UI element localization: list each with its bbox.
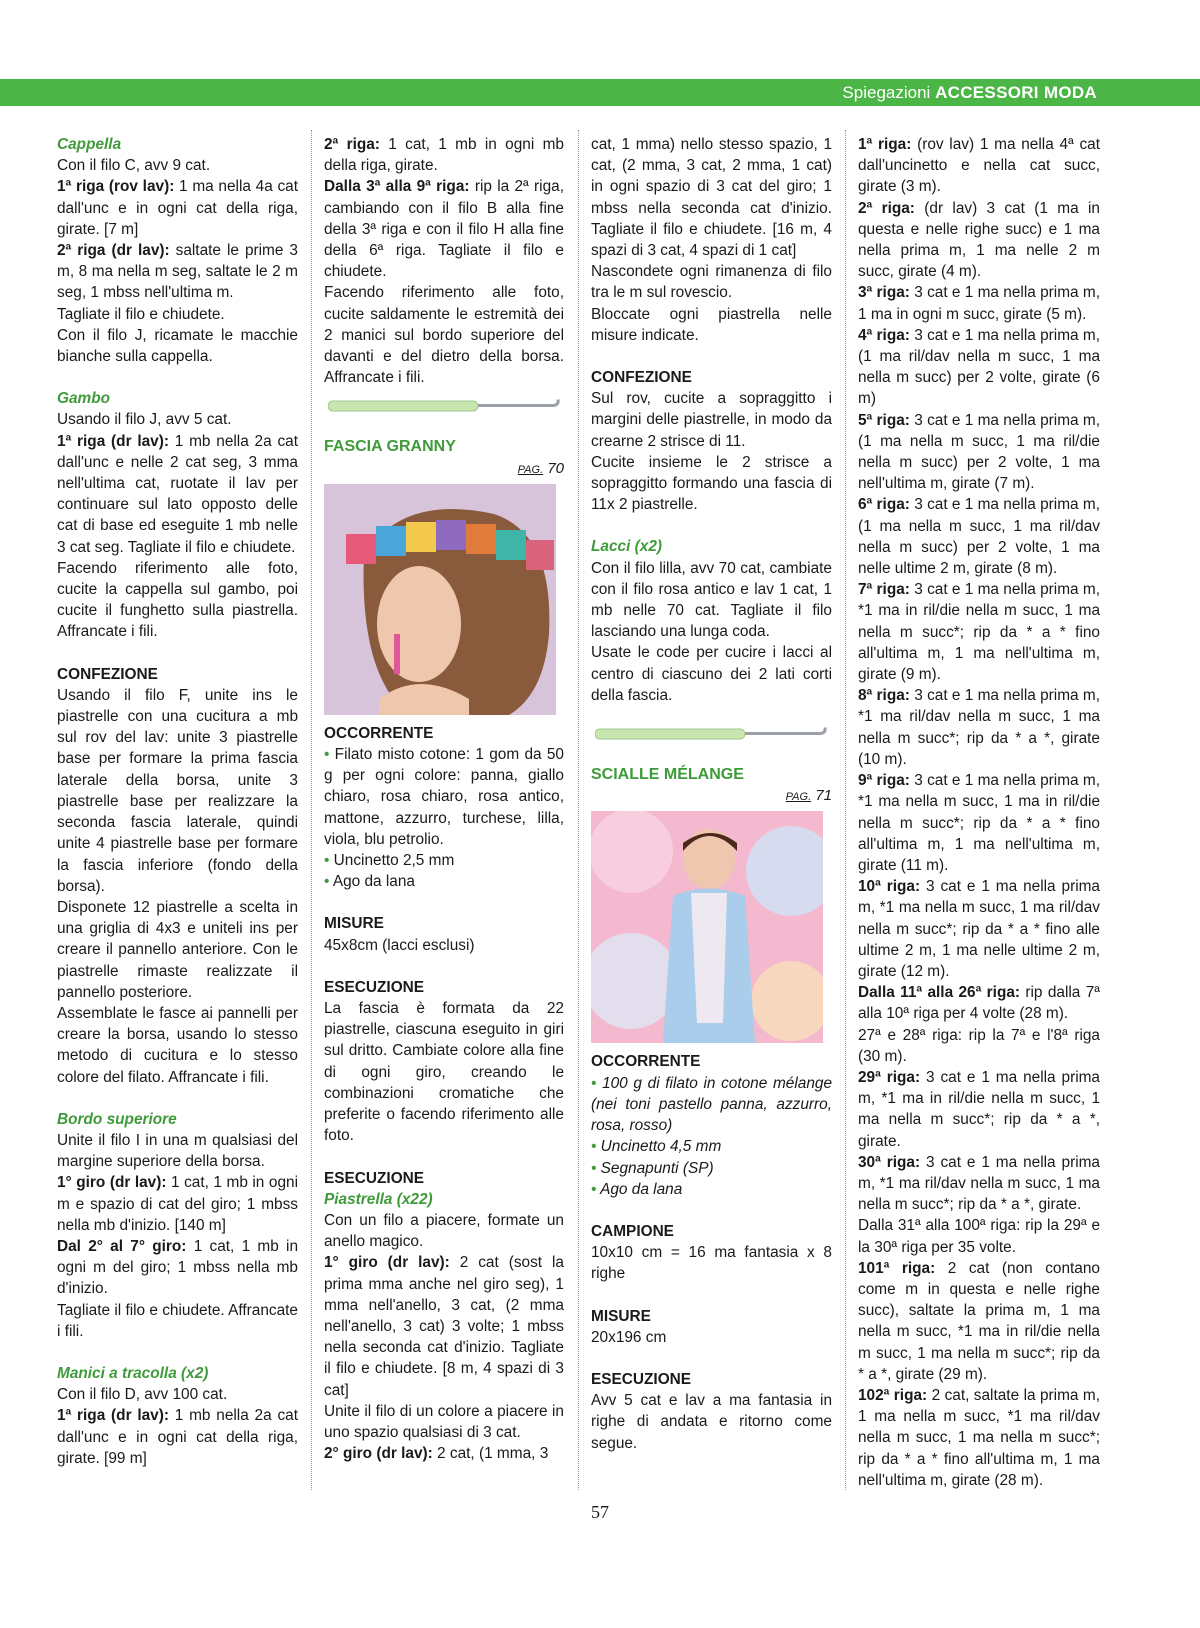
headband-photo: [324, 484, 556, 715]
paragraph: Dal 2° al 7° giro: 1 cat, 1 mb in ogni m del giro; 1 mbss nella mb d'inizio.: [57, 1237, 298, 1298]
paragraph: 2ª riga: 1 cat, 1 mb in ogni mb della riga, girate.: [324, 136, 564, 175]
list-item: • 100 g di filato in cotone mélange (nei toni pastello panna, azzurro, rosa, rosso): [591, 1074, 833, 1135]
instruction-row: 5ª riga: 3 cat e 1 ma nella prima m, (1 ma nella m succ, 1 ma ril/die nella m succ) per 2 volte, 1 ma nell'ultima m, girate (7 m).: [858, 411, 1100, 493]
column-2: [324, 134, 564, 1464]
paragraph: Assemblate le fasce ai pannelli per creare la borsa, usando lo stesso metodo di cucitura e lo stesso colore del filato. Affrancate i fili.: [57, 1004, 298, 1086]
list-item: • Uncinetto 4,5 mm: [591, 1138, 722, 1156]
section-heading: Bordo superiore: [57, 1110, 177, 1128]
paragraph: Facendo riferimento alle foto, cucite la cappella sul gambo, poi cucite il funghetto sulla piastrella. Affrancate i fili.: [57, 559, 298, 641]
paragraph: Usando il filo F, unite ins le piastrelle con una cucitura a mb sul rov del lav: unite 3 piastrelle base per formare la prima fascia laterale della borsa, unite 3 piastrelle base per realizzare la seconda fascia laterale, quindi unite 4 piastrelle base per formare la fascia inferiore (fondo della borsa).: [57, 686, 298, 895]
column-divider: [578, 130, 579, 1490]
instruction-row: 9ª riga: 3 cat e 1 ma nella prima m, *1 ma nella m succ, 1 ma in ril/die nella m succ*; rip da * a * fino all'ultima m, 1 ma nell'ultima m, girate (11 m).: [858, 772, 1100, 874]
instruction-row: 101ª riga: 2 cat (non contano come m in questa e nelle righe succ), saltate la prima m, 1 ma nella m succ, *1 ma in ril/die nella m succ, 1 ma nella m succ*; rip da * a *, girate (29 m).: [858, 1259, 1100, 1383]
paragraph: Con il filo C, avv 9 cat.: [57, 157, 211, 175]
page-reference: PAG. 71: [785, 787, 832, 805]
page-reference: PAG. 70: [517, 459, 564, 477]
section-heading: OCCORRENTE: [591, 1053, 701, 1071]
instruction-row: 1ª riga: (rov lav) 1 ma nella 4ª cat dall'uncinetto e nella cat succ, girate (3 m).: [858, 136, 1100, 196]
paragraph: Cucite insieme le 2 strisce a sopraggitto formando una fascia di 11x 2 piastrelle.: [591, 453, 832, 514]
column-divider: [311, 130, 312, 1490]
instruction-row: 102ª riga: 2 cat, saltate la prima m, 1 ma nella m succ, *1 ma ril/dav nella m succ, 1 ma nella m succ*; rip da * a * fino all'ultima m, 1 ma nell'ultima m, girate (28 m).: [858, 1386, 1100, 1489]
instruction-row: 8ª riga: 3 cat e 1 ma nella prima m, *1 ma ril/dav nella m succ, 1 ma nella m succ*; rip da * a *, girate (10 m).: [858, 687, 1100, 768]
instruction-row: Dalla 31ª alla 100ª riga: rip la 29ª e la 30ª riga per 35 volte.: [858, 1217, 1100, 1256]
instruction-row: 29ª riga: 3 cat e 1 ma nella prima m, *1 ma in ril/die nella m succ, 1 ma nella m succ*; rip da * a *, girate.: [858, 1068, 1100, 1150]
instruction-row: 3ª riga: 3 cat e 1 ma nella prima m, 1 ma in ogni m succ, girate (5 m).: [858, 284, 1100, 323]
paragraph: Usate le code per cucire i lacci al centro di ciascuno dei 2 lati corti della fascia.: [591, 644, 832, 704]
list-item: • Segnapunti (SP): [591, 1159, 714, 1177]
section-heading: ESECUZIONE: [591, 1370, 692, 1388]
paragraph: Con il filo lilla, avv 70 cat, cambiate con il filo rosa antico e lav 1 cat, 1 mb nelle 70 cat. Tagliate il filo lasciando una lunga coda.: [591, 559, 832, 641]
paragraph: 10x10 cm = 16 ma fantasia x 8 righe: [591, 1244, 832, 1283]
paragraph: La fascia è formata da 22 piastrelle, ciascuna eseguito in giri sul dritto. Cambiate colore alla fine di ogni giro, creando le combinazioni cromatiche che preferite o facendo riferimento alle foto.: [324, 1000, 564, 1145]
paragraph: Unite il filo di un colore a piacere in uno spazio qualsiasi di 3 cat.: [324, 1402, 564, 1441]
paragraph: 1ª riga (rov lav): 1 ma nella 4a cat dall'unc e in ogni cat della riga, girate. [7 m]: [57, 178, 298, 238]
project-title: FASCIA GRANNY: [324, 438, 456, 456]
paragraph: 2ª riga (dr lav): saltate le prime 3 m, 8 ma nella m seg, saltate le 2 m seg, 1 mbss nell'ultima m.: [57, 242, 298, 302]
instruction-row: 4ª riga: 3 cat e 1 ma nella prima m, (1 ma ril/dav nella m succ, 1 ma nella m succ) per 2 volte, girate (6 m): [858, 326, 1100, 408]
instruction-row: 2ª riga: (dr lav) 3 cat (1 ma in questa e nelle righe succ) e 1 ma nella prima m, 1 ma nelle 2 m succ, girate (4 m).: [858, 199, 1100, 281]
section-heading: ESECUZIONE: [324, 978, 425, 996]
list-item: • Filato misto cotone: 1 gom da 50 g per ogni colore: panna, giallo chiaro, rosa chiaro, rosa antico, mattone, azzurro, turchese, lilla, viola, blu petrolio.: [324, 746, 564, 848]
paragraph: Con il filo D, avv 100 cat.: [57, 1386, 228, 1404]
column-4: [858, 134, 1100, 1491]
list-item: • Ago da lana: [591, 1180, 683, 1198]
shawl-photo: [591, 811, 823, 1043]
section-heading: CONFEZIONE: [57, 665, 158, 683]
list-item: • Ago da lana: [324, 873, 415, 891]
paragraph: 1ª riga (dr lav): 1 mb nella 2a cat dall'unc e in ogni cat della riga, girate. [99 m]: [57, 1407, 298, 1467]
paragraph: 2° giro (dr lav): 2 cat, (1 mma, 3: [324, 1445, 549, 1463]
instruction-row: 10ª riga: 3 cat e 1 ma nella prima m, *1 ma nella m succ, 1 ma ril/dav nella m succ*; rip da * a * fino alle ultime 2 m, 1 ma nelle ultime 2 m, girate (12 m).: [858, 878, 1100, 980]
paragraph: 45x8cm (lacci esclusi): [324, 936, 475, 954]
section-heading: CONFEZIONE: [591, 369, 692, 387]
paragraph: Sul rov, cucite a sopraggitto i margini delle piastrelle, in modo da crearne 2 strisce di 11.: [591, 390, 832, 450]
section-heading: Gambo: [57, 390, 111, 408]
paragraph: Usando il filo J, avv 5 cat.: [57, 411, 232, 429]
instruction-row: 30ª riga: 3 cat e 1 ma nella prima m, *1 ma ril/dav nella m succ, 1 ma nella m succ*; rip da * a *, girate.: [858, 1153, 1100, 1214]
header-text: [842, 79, 1097, 106]
section-heading: CAMPIONE: [591, 1222, 674, 1240]
instruction-row: 27ª e 28ª riga: rip la 7ª e l'8ª riga (30 m).: [858, 1026, 1100, 1065]
section-heading: Piastrella (x22): [324, 1190, 433, 1208]
paragraph: 1° giro (dr lav): 1 cat, 1 mb in ogni m e spazio di cat del giro; 1 mbss nella mb d'inizio. [140 m]: [57, 1174, 298, 1234]
paragraph: Disponete 12 piastrelle a scelta in una griglia di 4x3 e uniteli ins per creare il pannello anteriore. Con le piastrelle rimaste realizzate il pannello posteriore.: [57, 898, 298, 1001]
paragraph: Facendo riferimento alle foto, cucite saldamente le estremità dei 2 manici sul bordo superiore del davanti e del dietro della borsa. Affrancate i fili.: [324, 284, 564, 387]
paragraph: Avv 5 cat e lav a ma fantasia in righe di andata e ritorno come segue.: [591, 1392, 832, 1452]
section-heading: OCCORRENTE: [324, 724, 434, 742]
list-item: • Uncinetto 2,5 mm: [324, 852, 455, 870]
paragraph: Con il filo J, ricamate le macchie bianche sulla cappella.: [57, 326, 298, 366]
paragraph: Nascondete ogni rimanenza di filo tra le m sul rovescio.: [591, 263, 832, 302]
instruction-row: 6ª riga: 3 cat e 1 ma nella prima m, (1 ma nella m succ, 1 ma ril/dav nella m succ) per 2 volte, 1 ma nelle ultime 2 m, girate (8 m).: [858, 496, 1100, 578]
paragraph: Con un filo a piacere, formate un anello magico.: [324, 1211, 564, 1251]
page-number: 57: [591, 1502, 609, 1522]
crochet-hook-icon: [591, 716, 832, 754]
paragraph: 20x196 cm: [591, 1328, 667, 1346]
column-divider: [845, 130, 846, 1490]
instruction-row: Dalla 11ª alla 26ª riga: rip dalla 7ª alla 10ª riga per 4 volte (28 m).: [858, 984, 1100, 1023]
section-heading: MISURE: [591, 1307, 651, 1325]
project-title: SCIALLE MÉLANGE: [591, 766, 744, 784]
header-section: Spiegazioni: [842, 83, 931, 102]
section-heading: Manici a tracolla (x2): [57, 1364, 209, 1382]
paragraph: Unite il filo I in una m qualsiasi del margine superiore della borsa.: [57, 1131, 298, 1171]
paragraph: Bloccate ogni piastrella nelle misure indicate.: [591, 305, 832, 344]
paragraph: Tagliate il filo e chiudete. Affrancate i fili.: [57, 1301, 298, 1340]
header-title: ACCESSORI MODA: [935, 83, 1097, 102]
crochet-hook-icon: [324, 388, 564, 426]
section-heading: Lacci (x2): [591, 538, 663, 556]
column-1: [57, 134, 298, 1469]
column-3: [591, 134, 832, 1454]
section-heading: ESECUZIONE: [324, 1169, 425, 1187]
header-band: [0, 79, 1200, 106]
paragraph: Dalla 3ª alla 9ª riga: rip la 2ª riga, cambiando con il filo B alla fine della 3ª riga e con il filo H alla fine della 6ª riga. Tagliate il filo e chiudete.: [324, 178, 564, 281]
section-heading: Cappella: [57, 136, 122, 153]
paragraph: 1° giro (dr lav): 2 cat (sost la prima mma anche nel giro seg), 1 mma nell'anello, 3 cat, (2 mma nell'anello, 3 cat) 3 volte; 1 mbss nella seconda cat d'inizio. Tagliate il filo e chiudete. [8 m, 4 spazi di 3 cat]: [324, 1254, 564, 1399]
paragraph: 1ª riga (dr lav): 1 mb nella 2a cat dall'unc e nelle 2 cat seg, 3 mma nell'ultima cat, ruotate il lav per continuare sul lato opposto delle cat di base ed eseguite 1 mb nelle 3 cat seg. Tagliate il filo e chiudete.: [57, 432, 298, 556]
paragraph: cat, 1 mma) nello stesso spazio, 1 cat, (2 mma, 3 cat, 2 mma, 1 cat) in ogni spazio di 3 cat del giro; 1 mbss nella seconda cat d'inizio. Tagliate il filo e chiudete. [16 m, 4 spazi di 3 cat, 4 spazi di 1 cat]: [591, 136, 832, 260]
section-heading: MISURE: [324, 915, 384, 933]
instruction-row: 7ª riga: 3 cat e 1 ma nella prima m, *1 ma in ril/die nella m succ, 1 ma nella m succ*; rip da * a * fino all'ultima m, 1 ma nell'ultima m, girate (9 m).: [858, 581, 1100, 684]
paragraph: Tagliate il filo e chiudete.: [57, 305, 225, 323]
